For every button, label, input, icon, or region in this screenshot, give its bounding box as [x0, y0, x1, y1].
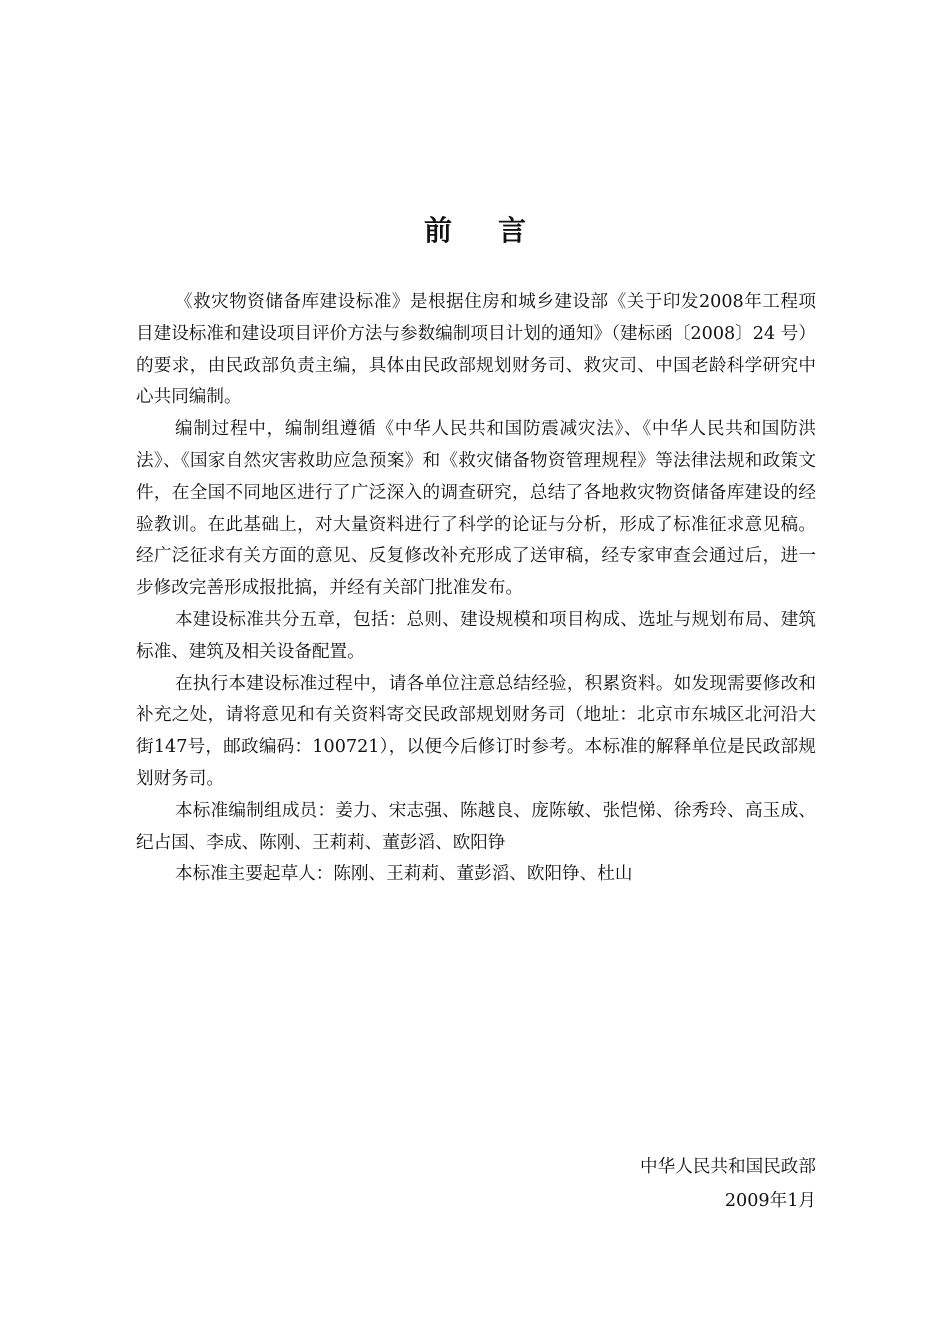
paragraph-chapters: 本建设标准共分五章，包括：总则、建设规模和项目构成、选址与规划布局、建筑标准、建筑及相关设备配置。: [136, 609, 816, 662]
preface-body: [136, 287, 816, 891]
paragraph-drafters: 本标准主要起草人：陈刚、王莉莉、董彭滔、欧阳铮、杜山: [175, 864, 633, 885]
paragraph-feedback: 在执行本建设标准过程中，请各单位注意总结经验，积累资料。如发现需要修改和补充之处，请将意见和有关资料寄交民政部规划财务司（地址：北京市东城区北河沿大街147号，邮政编码：100721），以便今后修订时参考。本标准的解释单位是民政部规划财务司。: [136, 673, 816, 789]
paragraph-origin: 《救灾物资储备库建设标准》是根据住房和城乡建设部《关于印发2008年工程项目建设标准和建设项目评价方法与参数编制项目计划的通知》（建标函〔2008〕24 号）的要求，由民政部负责主编，具体由民政部规划财务司、救灾司、中国老龄科学研究中心共同编制。: [136, 292, 816, 408]
paragraph-process: 编制过程中，编制组遵循《中华人民共和国防震减灾法》、《中华人民共和国防洪法》、《国家自然灾害救助应急预案》和《救灾储备物资管理规程》等法律法规和政策文件，在全国不同地区进行了广泛深入的调查研究，总结了各地救灾物资储备库建设的经验教训。在此基础上，对大量资料进行了科学的论证与分析，形成了标准征求意见稿。经广泛征求有关方面的意见、反复修改补充形成了送审稿，经专家审查会通过后，进一步修改完善形成报批搞，并经有关部门批准发布。: [136, 419, 816, 599]
signature-organization: 中华人民共和国民政部: [640, 1157, 816, 1177]
paragraph-members: 本标准编制组成员：姜力、宋志强、陈越良、庞陈敏、张恺悌、徐秀玲、高玉成、纪占国、李成、陈刚、王莉莉、董彭滔、欧阳铮: [136, 800, 816, 853]
page-title: 前言: [423, 214, 572, 247]
signature-date: 2009年1月: [724, 1191, 816, 1211]
signature-block: [640, 1150, 816, 1218]
